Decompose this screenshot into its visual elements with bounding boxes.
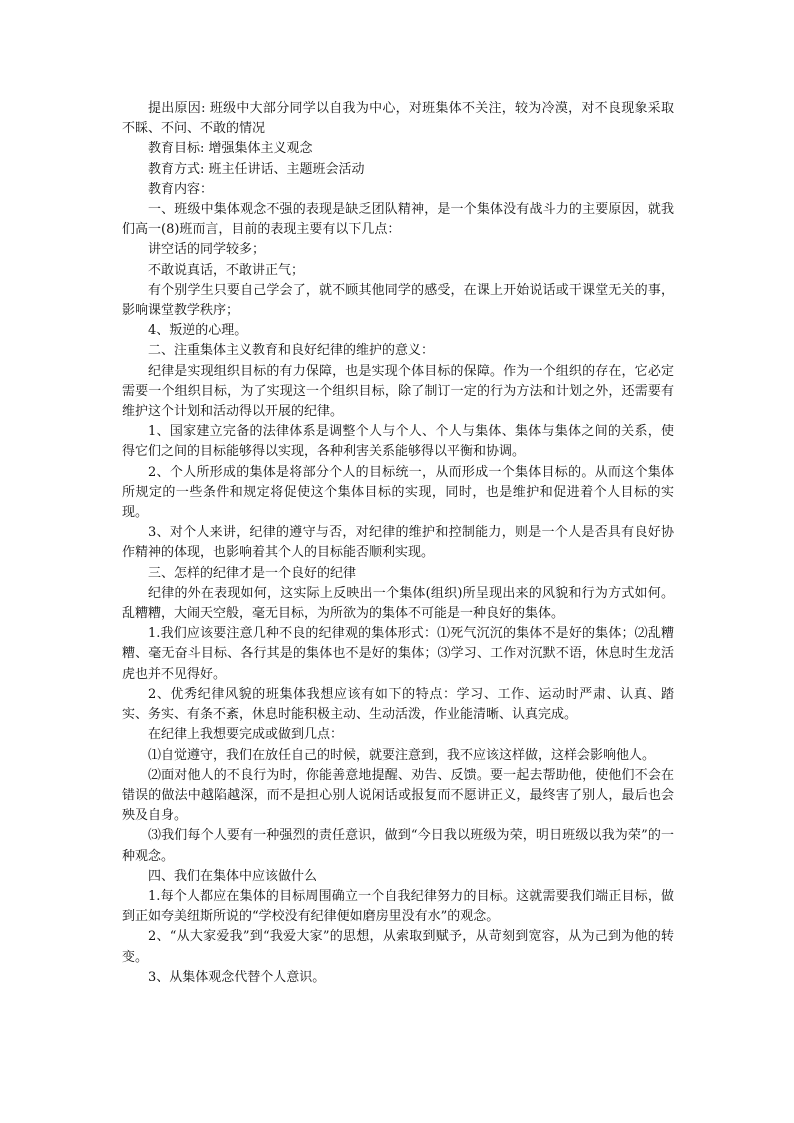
paragraph: 纪律的外在表现如何，这实际上反映出一个集体(组织)所呈现出来的风貌和行为方式如何。乱糟糟，大闹天空般，毫无目标，为所欲为的集体不可能是一种良好的集体。 <box>122 585 674 622</box>
paragraph: ⑴自觉遵守，我们在放任自己的时候，就要注意到，我不应该这样做，这样会影响他人。 <box>148 747 656 763</box>
section-heading-two: 二、注重集体主义教育和良好纪律的维护的意义： <box>148 343 435 359</box>
list-item: 有个别学生只要自己学会了，就不顾其他同学的感受，在课上开始说话或干课堂无关的事，影响课堂教学秩序； <box>122 282 674 319</box>
paragraph: 3、对个人来讲，纪律的遵守与否，对纪律的维护和控制能力，则是一个人是否具有良好协作精神的体现，也影响着其个人的目标能否顺利实现。 <box>122 525 674 561</box>
paragraph-goal: 教育目标: 增强集体主义观念 <box>148 141 313 157</box>
paragraph: ⑵面对他人的不良行为时，你能善意地提醒、劝告、反馈。要一起去帮助他，使他们不会在错误的做法中越陷越深，而不是担心别人说闲话或报复而不愿讲正义，最终害了别人，最后也会殃及自身。 <box>122 767 674 824</box>
paragraph: 纪律是实现组织目标的有力保障，也是实现个体目标的保障。作为一个组织的存在，它必定需要一个组织目标，为了实现这一个组织目标，除了制订一定的行为方法和计划之外，还需要有维护这个计划和活动得以开展的纪律。 <box>122 363 674 420</box>
paragraph: 1、国家建立完备的法律体系是调整个人与个人、个人与集体、集体与集体之间的关系，使得它们之间的目标能够得以实现，各种利害关系能够得以平衡和协调。 <box>122 424 674 460</box>
paragraph-reason: 提出原因: 班级中大部分同学以自我为中心，对班集体不关注，较为冷漠，对不良现象采取不睬、不问、不敢的情况 <box>122 101 674 137</box>
paragraph-content-heading: 教育内容： <box>148 181 214 197</box>
list-item: 不敢说真话，不敢讲正气； <box>148 262 305 278</box>
list-item: 讲空话的同学较多； <box>148 242 266 258</box>
paragraph: 2、“从大家爱我”到“我爱大家”的思想，从索取到赋予，从苛刻到宽容，从为己到为他的转变。 <box>122 929 674 965</box>
list-item: 4、叛逆的心理。 <box>148 323 248 339</box>
paragraph: 3、从集体观念代替个人意识。 <box>148 969 326 985</box>
paragraph: 1.每个人都应在集体的目标周围确立一个自我纪律努力的目标。这就需要我们端正目标，做到正如夸美纽斯所说的“学校没有纪律便如磨房里没有水”的观念。 <box>122 888 674 925</box>
paragraph: 在纪律上我想要完成或做到几点： <box>148 727 344 743</box>
paragraph: 2、个人所形成的集体是将部分个人的目标统一，从而形成一个集体目标的。从而这个集体所规定的一些条件和规定将促使这个集体目标的实现，同时，也是维护和促进着个人目标的实现。 <box>122 464 674 521</box>
section-heading-four: 四、我们在集体中应该做什么 <box>148 868 318 884</box>
section-heading-one: 一、班级中集体观念不强的表现是缺乏团队精神，是一个集体没有战斗力的主要原因，就我们高一(8)班而言，目前的表现主要有以下几点： <box>122 202 674 238</box>
paragraph: 1.我们应该要注意几种不良的纪律观的集体形式：⑴死气沉沉的集体不是好的集体；⑵乱糟糟、毫无奋斗目标、各行其是的集体也不是好的集体；⑶学习、工作对沉默不语，休息时生龙活虎也并不见得好。 <box>122 626 674 682</box>
paragraph: 2、优秀纪律风貌的班集体我想应该有如下的特点：学习、工作、运动时严肃、认真、踏实、务实、有条不紊，休息时能积极主动、生动活泼，作业能清晰、认真完成。 <box>122 686 674 723</box>
paragraph-method: 教育方式: 班主任讲话、主题班会活动 <box>148 161 365 177</box>
paragraph: ⑶我们每个人要有一种强烈的责任意识，做到“今日我以班级为荣，明日班级以我为荣”的一种观念。 <box>122 828 674 864</box>
section-heading-three: 三、怎样的纪律才是一个良好的纪律 <box>148 565 357 581</box>
document-body <box>122 99 674 988</box>
